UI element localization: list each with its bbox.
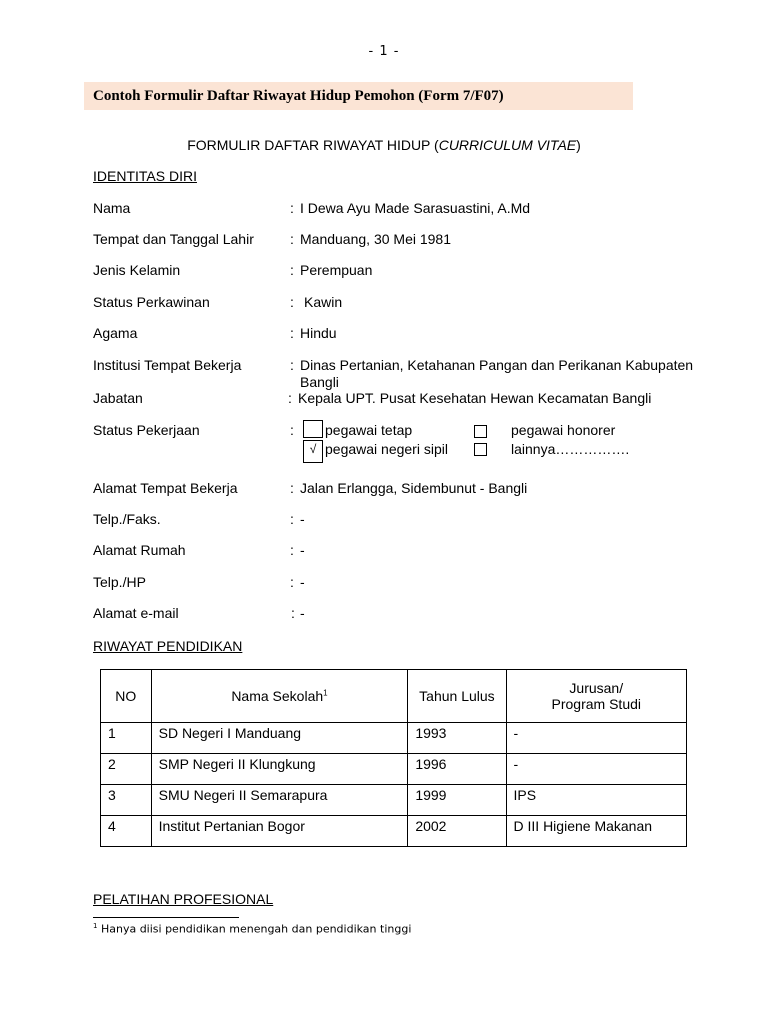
institution-value-line2: Bangli [300,374,339,390]
form-title-close: ) [576,137,581,153]
birth-colon: : [290,231,294,247]
home-address-label: Alamat Rumah [93,542,186,558]
footnote-marker: 1 [93,922,98,930]
cell-no: 1 [101,723,152,754]
checkbox-lainnya[interactable] [474,443,487,456]
position-label: Jabatan [93,390,143,406]
phone-hp-colon: : [290,574,294,590]
gender-value: Perempuan [300,262,373,278]
checkbox-pegawai-honorer[interactable] [474,425,487,438]
checkbox-pegawai-negeri-sipil[interactable] [303,440,323,463]
column-header-major-line2: Program Studi [551,696,641,712]
email-value: - [300,605,305,621]
education-table [100,669,687,847]
cell-no: 2 [101,754,152,785]
position-colon: : [288,390,292,406]
form-title [0,137,768,153]
table-row [101,816,687,847]
column-header-school [151,670,408,723]
gender-label: Jenis Kelamin [93,262,181,278]
name-label: Nama [93,200,131,216]
form-header-title: Contoh Formulir Daftar Riwayat Hidup Pemohon (Form 7/F07) [84,82,633,110]
column-header-major-line1: Jurusan/ [569,680,624,696]
identity-section-heading: IDENTITAS DIRI [93,168,197,184]
work-status-colon: : [290,422,294,438]
work-address-label: Alamat Tempat Bekerja [93,480,238,496]
work-address-colon: : [290,480,294,496]
cell-year: 1999 [408,785,506,816]
cell-major: - [506,723,686,754]
marital-label: Status Perkawinan [93,294,210,310]
column-header-school-text: Nama Sekolah [231,688,324,704]
institution-colon: : [290,357,294,373]
option-pegawai-tetap-label: pegawai tetap [325,422,413,438]
cell-school: SMU Negeri II Semarapura [151,785,408,816]
cell-year: 2002 [408,816,506,847]
phone-hp-label: Telp./HP [93,574,146,590]
home-address-colon: : [290,542,294,558]
institution-label: Institusi Tempat Bekerja [93,357,242,373]
work-status-label: Status Pekerjaan [93,422,200,438]
phone-fax-value: - [300,511,305,527]
gender-colon: : [290,262,294,278]
religion-colon: : [290,325,294,341]
column-header-year: Tahun Lulus [408,670,506,723]
table-header-row [101,670,687,723]
email-colon: : [291,605,295,621]
table-row [101,785,687,816]
column-header-no: NO [101,670,152,723]
birth-value: Manduang, 30 Mei 1981 [300,231,451,247]
column-header-major [506,670,686,723]
cell-school: Institut Pertanian Bogor [151,816,408,847]
footnote-text: Hanya diisi pendidikan menengah dan pendidikan tinggi [97,922,412,936]
footnote-ref: 1 [323,688,328,698]
training-section-heading: PELATIHAN PROFESIONAL [93,891,274,907]
marital-value: Kawin [304,294,343,310]
cell-school: SD Negeri I Manduang [151,723,408,754]
option-pegawai-negeri-sipil-label: pegawai negeri sipil [325,441,448,457]
cell-school: SMP Negeri II Klungkung [151,754,408,785]
table-row [101,723,687,754]
option-lainnya-label: lainnya……………. [511,441,630,457]
cell-no: 4 [101,816,152,847]
cell-major: - [506,754,686,785]
cell-no: 3 [101,785,152,816]
form-title-main: FORMULIR DAFTAR RIWAYAT HIDUP ( [187,137,439,153]
check-mark-icon: √ [309,442,317,456]
checkbox-pegawai-tetap[interactable] [303,420,323,438]
birth-label: Tempat dan Tanggal Lahir [93,231,254,247]
position-value: Kepala UPT. Pusat Kesehatan Hewan Kecamatan Bangli [298,390,652,406]
cell-major: D III Higiene Makanan [506,816,686,847]
marital-colon: : [290,294,294,310]
cell-major: IPS [506,785,686,816]
name-colon: : [290,200,294,216]
phone-hp-value: - [300,574,305,590]
form-title-italic: CURRICULUM VITAE [438,137,577,153]
education-section-heading: RIWAYAT PENDIDIKAN [93,638,243,654]
phone-fax-label: Telp./Faks. [93,511,161,527]
cell-year: 1993 [408,723,506,754]
footnote-divider [93,917,239,918]
phone-fax-colon: : [290,511,294,527]
home-address-value: - [300,542,305,558]
religion-label: Agama [93,325,138,341]
cell-year: 1996 [408,754,506,785]
religion-value: Hindu [300,325,337,341]
institution-value-line1: Dinas Pertanian, Ketahanan Pangan dan Perikanan Kabupaten [300,357,694,373]
email-label: Alamat e-mail [93,605,179,621]
footnote [93,922,411,936]
option-pegawai-honorer-label: pegawai honorer [511,422,616,438]
name-value: I Dewa Ayu Made Sarasuastini, A.Md [300,200,531,216]
table-row [101,754,687,785]
page-number: - 1 - [368,44,400,59]
work-address-value: Jalan Erlangga, Sidembunut - Bangli [300,480,528,496]
